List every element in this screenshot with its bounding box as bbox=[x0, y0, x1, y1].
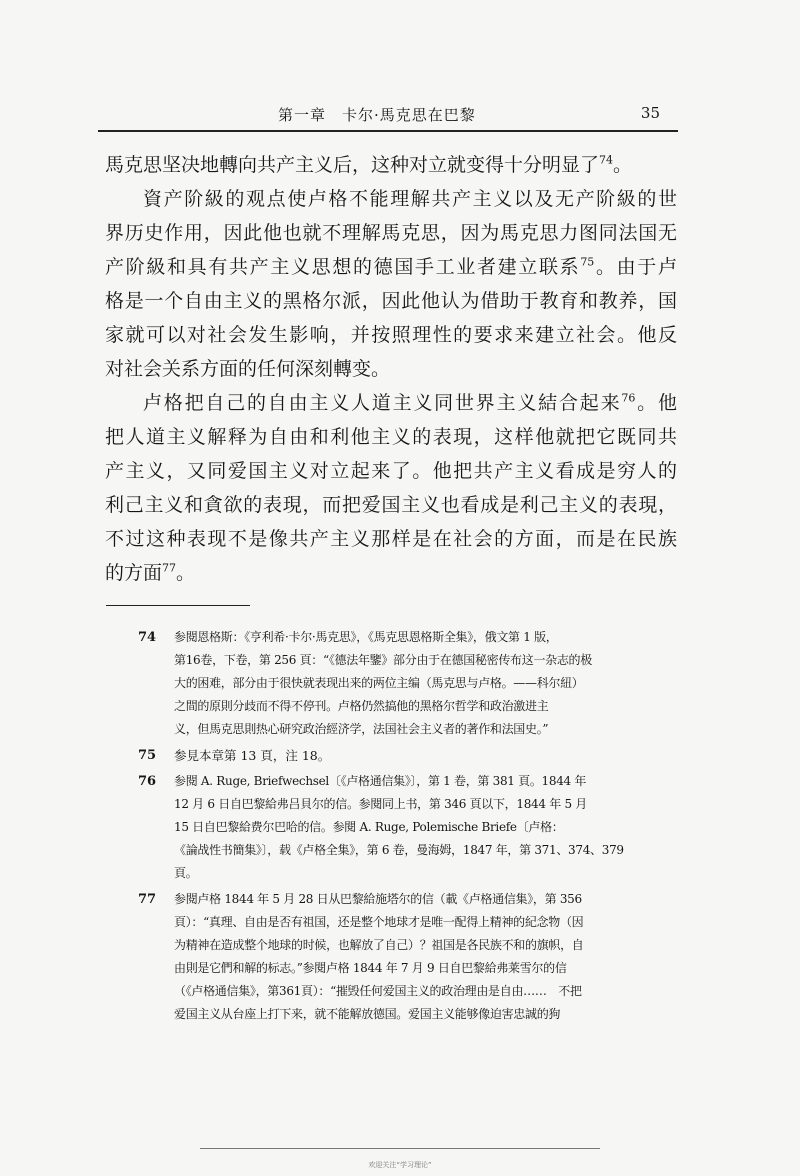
text-line: 馬克思坚决地轉向共产主义后，这种对立就变得十分明显了$^{74}$。 bbox=[105, 153, 633, 176]
header-rule bbox=[98, 130, 678, 132]
footnote-line: （《卢格通信集》，第361頁）：“摧毁任何爱国主义的政治理由是自由…… 不把 bbox=[174, 984, 582, 998]
footnote-line: 参閱卢格 1844 年 5 月 28 日从巴黎給施塔尔的信（載《卢格通信集》，第 356 bbox=[174, 892, 582, 906]
footnote-ref: 75 bbox=[580, 255, 595, 269]
footnote-line: 爱国主义从台座上打下来，就不能解放德国。爱国主义能够像迫害忠誠的狗 bbox=[174, 1007, 561, 1021]
footnote-line: 由則是它們和解的标志。”参閱卢格 1844 年 7 月 9 日自巴黎給弗莱雪尔的信 bbox=[174, 961, 567, 975]
footnote-line: 为精神在造成整个地球的时候，也解放了自己）？祖国是各民族不和的旗帜，自 bbox=[174, 938, 584, 952]
footnote-line: 《論战性书簡集》〕，载《卢格全集》，第 6 卷，曼海姆，1847 年，第 371、374、379 bbox=[174, 843, 624, 857]
running-header bbox=[98, 104, 678, 128]
text-line: 界历史作用，因此他也就不理解馬克思，因为馬克思力图同法国无 bbox=[105, 222, 677, 244]
bottom-rule bbox=[200, 1148, 600, 1149]
footnote-76 bbox=[138, 770, 683, 885]
text-line: 产主义，又同爱国主义对立起来了。他把共产主义看成是穷人的 bbox=[105, 460, 677, 482]
footnote-line: 大的困难，部分由于很快就表现出来的两位主编（馬克思与卢格。——科尔紐） bbox=[174, 676, 584, 690]
footnote-line: 第16卷，下卷，第 256 頁：“《德法年鑒》部分由于在德国秘密传布这一杂志的极 bbox=[174, 653, 592, 667]
footnote-74 bbox=[138, 626, 683, 741]
text-line: 利己主义和貪欲的表現，而把爱国主义也看成是利己主义的表現， bbox=[105, 494, 677, 516]
footnotes bbox=[138, 626, 683, 1029]
footnote-line: 参閱恩格斯：《亨利希·卡尔·馬克思》，《馬克思恩格斯全集》，俄文第 1 版， bbox=[174, 630, 558, 644]
text-line: 对社会关系方面的任何深刻轉变。 bbox=[105, 358, 391, 380]
footnote-77 bbox=[138, 888, 683, 1026]
chapter-title: 第一章 卡尔·馬克思在巴黎 bbox=[278, 106, 476, 124]
main-text bbox=[105, 148, 677, 590]
page-number: 35 bbox=[640, 104, 660, 122]
text-line: 格是一个自由主义的黑格尔派，因此他认为借助于教育和教养，国 bbox=[105, 290, 677, 312]
footnote-75 bbox=[138, 744, 683, 767]
footnote-line: 参閱 A. Ruge, Briefwechsel〔《卢格通信集》〕，第 1 卷，第 381 頁。1844 年 bbox=[174, 774, 587, 788]
footnote-ref: 76 bbox=[621, 391, 636, 405]
footnote-line: 15 日自巴黎給费尔巴哈的信。参閱 A. Ruge, Polemische Briefe〔卢格： bbox=[174, 820, 564, 834]
footnote-line: 义，但馬克思則热心研究政治經济学，法国社会主义者的著作和法国史。” bbox=[174, 722, 549, 736]
footnote-number: 76 bbox=[138, 774, 157, 789]
footnote-number: 74 bbox=[138, 630, 157, 645]
footnote-line: 参見本章第 13 頁，注 18。 bbox=[174, 748, 331, 763]
text-line: 把人道主义解释为自由和利他主义的表現，这样他就把它既同共 bbox=[105, 426, 677, 448]
watermark: 欢迎关注“学习理论” bbox=[368, 1161, 432, 1169]
footnote-separator bbox=[106, 605, 250, 606]
text-line: 的方面$^{77}$。 bbox=[105, 561, 196, 584]
text-line: 产阶級和具有共产主义思想的德国手工业者建立联系$^{75}$。由于卢 bbox=[105, 255, 677, 278]
footnote-number: 77 bbox=[138, 892, 157, 907]
text-line: 不过这种表现不是像共产主义那样是在社会的方面，而是在民族 bbox=[105, 528, 677, 550]
text-line: 資产阶級的观点使卢格不能理解共产主义以及无产阶級的世 bbox=[143, 188, 677, 210]
footnote-line: 12 月 6 日自巴黎給弗吕貝尔的信。参閱同上书，第 346 頁以下，1844 年 5 月 bbox=[174, 797, 588, 811]
text-line: 卢格把自己的自由主义人道主义同世界主义結合起来$^{76}$。他 bbox=[143, 391, 677, 414]
footnote-number: 75 bbox=[138, 748, 157, 763]
footnote-ref: 77 bbox=[162, 561, 177, 575]
footnote-line: 頁。 bbox=[174, 866, 198, 880]
footnote-line: 之間的原則分歧而不得不停刊。卢格仍然搞他的黑格尔哲学和政治激进主 bbox=[174, 699, 549, 713]
footnote-ref: 74 bbox=[599, 153, 614, 167]
text-line: 家就可以对社会发生影响，并按照理性的要求来建立社会。他反 bbox=[105, 324, 677, 346]
footnote-line: 頁）：“真理、自由是否有祖国，还是整个地球才是唯一配得上精神的紀念物（因 bbox=[174, 915, 584, 929]
